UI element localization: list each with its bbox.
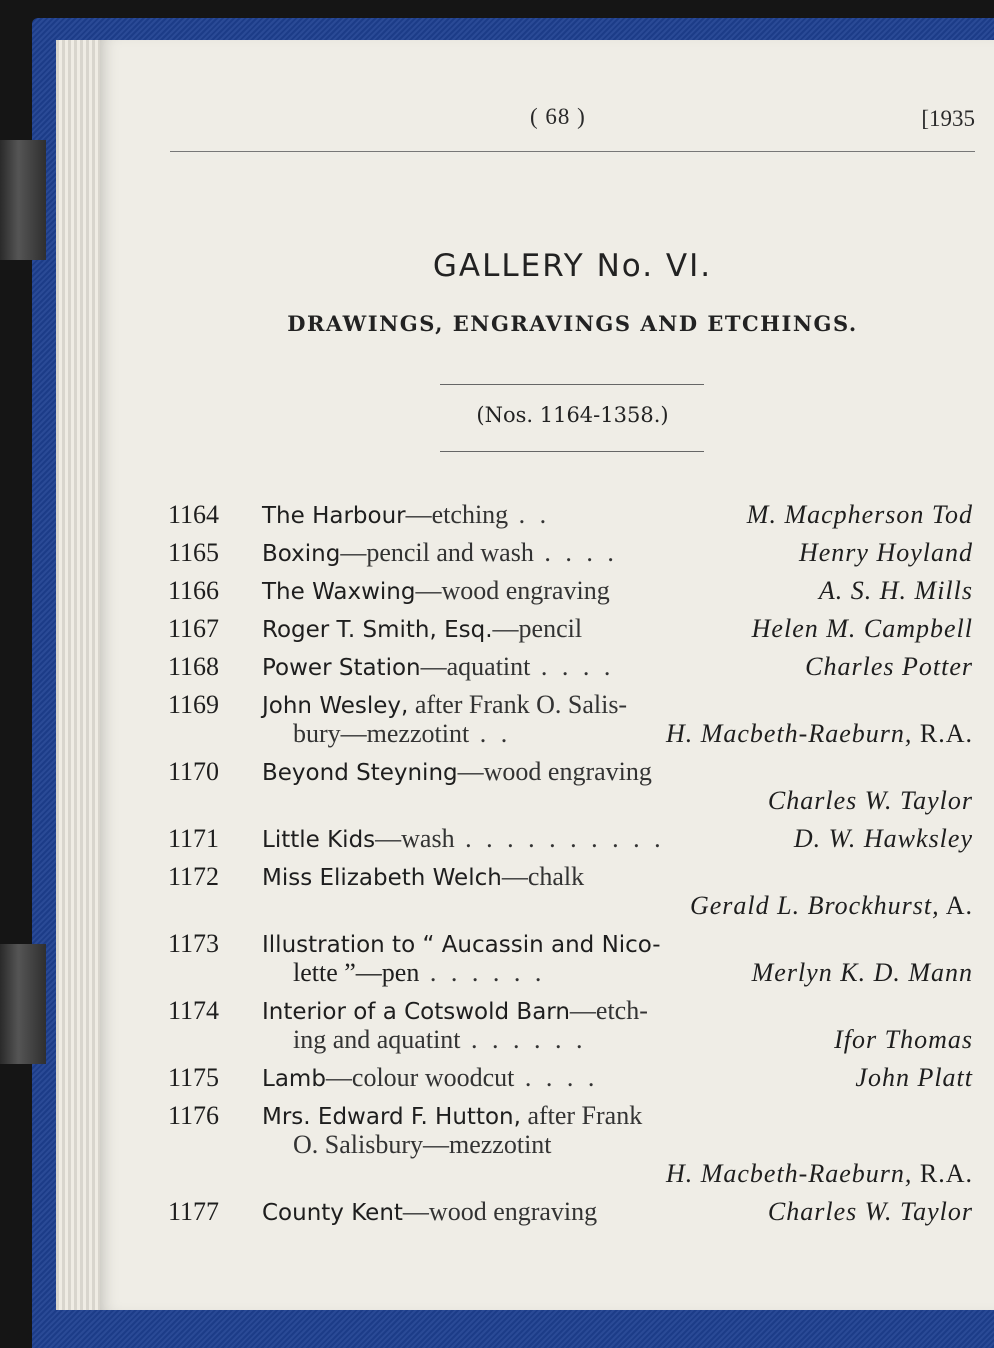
catalogue-entries [168, 500, 973, 1226]
binding-clip-bottom [0, 944, 46, 1064]
entry-artist: Helen M. Campbell [751, 614, 973, 643]
catalogue-entry [168, 757, 973, 815]
entry-artist: Charles W. Taylor [767, 1197, 973, 1226]
entry-medium: after Frank [520, 1101, 643, 1130]
catalogue-entry [168, 862, 973, 920]
entry-medium: after Frank O. Salis- [408, 690, 628, 719]
gallery-title: GALLERY No. VI. [432, 248, 713, 284]
binding-clip-top [0, 140, 46, 260]
catalogue-entry [168, 576, 973, 605]
leader-dots: . . . . . . [460, 1025, 587, 1054]
artist-suffix: A. [939, 891, 973, 920]
entry-number: 1167 [168, 614, 220, 643]
entry-number: 1164 [168, 500, 220, 529]
catalogue-entry [168, 1063, 973, 1092]
entry-title: Mrs. Edward F. Hutton, [262, 1104, 521, 1130]
year-label: [1935 [921, 106, 975, 131]
entry-medium: —pencil [492, 614, 583, 643]
catalogue-entry [168, 690, 973, 748]
entry-title: The Harbour [262, 503, 406, 529]
page-number: ( 68 ) [530, 104, 586, 129]
artist-suffix: R.A. [912, 1159, 973, 1188]
entry-number: 1177 [168, 1197, 220, 1226]
leader-dots: . . . . [530, 652, 615, 681]
entry-number: 1168 [168, 652, 220, 681]
leader-dots: . . . . [533, 538, 618, 567]
entry-medium: —chalk [501, 862, 585, 891]
entry-medium: —wood engraving [415, 576, 610, 605]
entry-number: 1172 [168, 862, 220, 891]
entry-number: 1165 [168, 538, 220, 567]
entry-title: Interior of a Cotswold Barn [262, 999, 570, 1025]
entry-medium: —wood engraving [402, 1197, 598, 1226]
entry-medium: —etch- [569, 996, 648, 1025]
catalogue-range: (Nos. 1164-1358.) [476, 403, 669, 427]
entry-artist: H. Macbeth-Raeburn, [665, 1159, 913, 1188]
entry-artist: A. S. H. Mills [818, 576, 973, 605]
entry-title: Lamb [262, 1066, 326, 1092]
leader-dots: . . . . . . . . . . [454, 824, 665, 853]
catalogue-entry [168, 500, 973, 529]
entry-number: 1169 [168, 690, 220, 719]
entry-title: John Wesley, [262, 693, 409, 719]
entry-title-continued: lette ”—pen [293, 958, 420, 987]
entry-number: 1171 [168, 824, 220, 853]
range-rule-top [440, 384, 704, 385]
entry-title: Little Kids [262, 827, 376, 853]
entry-artist: Henry Hoyland [798, 538, 973, 567]
entry-artist: M. Macpherson Tod [746, 500, 973, 529]
entry-number: 1166 [168, 576, 220, 605]
catalogue-entry [168, 1101, 973, 1188]
entry-title-continued: ing and aquatint [293, 1025, 461, 1054]
entry-artist: Ifor Thomas [834, 1025, 973, 1054]
entry-number: 1176 [168, 1101, 220, 1130]
leader-dots: . . [508, 500, 551, 529]
gallery-subtitle: DRAWINGS, ENGRAVINGS AND ETCHINGS. [287, 311, 858, 336]
artist-suffix: R.A. [912, 719, 973, 748]
entry-medium: —wood engraving [457, 757, 652, 786]
catalogue-entry [168, 614, 973, 643]
entry-title: County Kent [262, 1200, 403, 1226]
entry-number: 1174 [168, 996, 220, 1025]
leader-dots: . . [469, 719, 512, 748]
entry-medium: —pencil and wash [340, 538, 534, 567]
range-rule-bottom [440, 451, 704, 452]
leader-dots: . . . . . . [419, 958, 546, 987]
entry-medium: —etching [405, 500, 509, 529]
running-header [170, 104, 975, 144]
entry-title: Illustration to “ Aucassin and Nico- [262, 932, 661, 958]
entry-title-continued: bury—mezzotint [293, 719, 470, 748]
entry-number: 1173 [168, 929, 220, 958]
entry-number: 1175 [168, 1063, 220, 1092]
entry-medium: —colour woodcut [325, 1063, 515, 1092]
entry-title: The Waxwing [262, 579, 416, 605]
entry-title: Roger T. Smith, Esq. [262, 617, 493, 643]
entry-number: 1170 [168, 757, 220, 786]
entry-title: Power Station [262, 655, 421, 681]
catalogue-entry [168, 1197, 973, 1226]
entry-artist: Charles Potter [805, 652, 973, 681]
entry-medium: —aquatint [420, 652, 531, 681]
catalogue-entry [168, 929, 973, 987]
catalogue-entry [168, 824, 973, 853]
entry-artist: John Platt [855, 1063, 973, 1092]
leader-dots: . . . . [514, 1063, 599, 1092]
entry-title: Beyond Steyning [262, 760, 458, 786]
entry-medium: —wash [375, 824, 455, 853]
entry-title: Boxing [262, 541, 341, 567]
entry-artist: Merlyn K. D. Mann [751, 958, 973, 987]
entry-artist: H. Macbeth-Raeburn, [665, 719, 913, 748]
entry-title: Miss Elizabeth Welch [262, 865, 502, 891]
catalogue-entry [168, 538, 973, 567]
entry-artist: D. W. Hawksley [793, 824, 973, 853]
header-rule [170, 151, 975, 152]
catalogue-entry [168, 652, 973, 681]
entry-artist: Gerald L. Brockhurst, [689, 891, 940, 920]
entry-title-continued: O. Salisbury—mezzotint [293, 1130, 552, 1159]
entry-artist: Charles W. Taylor [767, 786, 973, 815]
catalogue-entry [168, 996, 973, 1054]
